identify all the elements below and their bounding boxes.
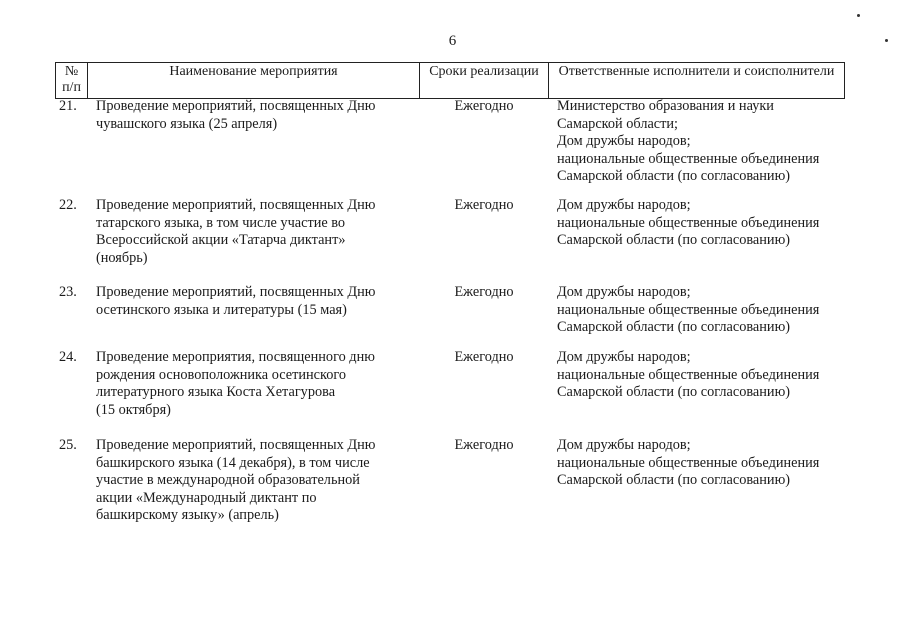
header-deadline: Сроки реализации bbox=[420, 63, 549, 99]
row-event-name: Проведение мероприятий, посвященных Дню чувашского языка (25 апреля) bbox=[96, 98, 376, 132]
row-number: 24. bbox=[59, 349, 77, 365]
row-responsible: Министерство образования и науки Самарской области; Дом дружбы народов; национальные общественные объединения Самарской области (по согласованию) bbox=[557, 98, 820, 185]
header-event-name: Наименование мероприятия bbox=[88, 63, 420, 99]
row-number: 23. bbox=[59, 284, 77, 300]
row-event-name: Проведение мероприятий, посвященных Дню башкирского языка (14 декабря), в том числе участие в международной образовательной акции «Международный диктант по башкирскому языку» (апрель) bbox=[96, 437, 376, 524]
table-header bbox=[55, 62, 845, 99]
page-number: 6 bbox=[448, 33, 457, 49]
row-deadline: Ежегодно bbox=[454, 98, 514, 114]
row-responsible: Дом дружбы народов; национальные общественные объединения Самарской области (по согласованию) bbox=[557, 437, 820, 489]
header-number: № п/п bbox=[56, 63, 88, 99]
row-event-name: Проведение мероприятий, посвященных Дню осетинского языка и литературы (15 мая) bbox=[96, 284, 376, 318]
row-deadline: Ежегодно bbox=[454, 437, 514, 453]
scan-speck bbox=[885, 39, 888, 42]
scan-speck bbox=[857, 14, 860, 17]
row-number: 25. bbox=[59, 437, 77, 453]
row-deadline: Ежегодно bbox=[454, 284, 514, 300]
header-responsible: Ответственные исполнители и соисполнители bbox=[549, 63, 845, 99]
row-deadline: Ежегодно bbox=[454, 197, 514, 213]
row-event-name: Проведение мероприятия, посвященного дню рождения основоположника осетинского литературного языка Коста Хетагурова (15 октября) bbox=[96, 349, 375, 418]
row-responsible: Дом дружбы народов; национальные общественные объединения Самарской области (по согласованию) bbox=[557, 284, 820, 336]
row-responsible: Дом дружбы народов; национальные общественные объединения Самарской области (по согласованию) bbox=[557, 349, 820, 401]
row-number: 21. bbox=[59, 98, 77, 114]
row-deadline: Ежегодно bbox=[454, 349, 514, 365]
row-event-name: Проведение мероприятий, посвященных Дню татарского языка, в том числе участие во Всероссийской акции «Татарча диктант» (ноябрь) bbox=[96, 197, 376, 266]
row-number: 22. bbox=[59, 197, 77, 213]
row-responsible: Дом дружбы народов; национальные общественные объединения Самарской области (по согласованию) bbox=[557, 197, 820, 249]
